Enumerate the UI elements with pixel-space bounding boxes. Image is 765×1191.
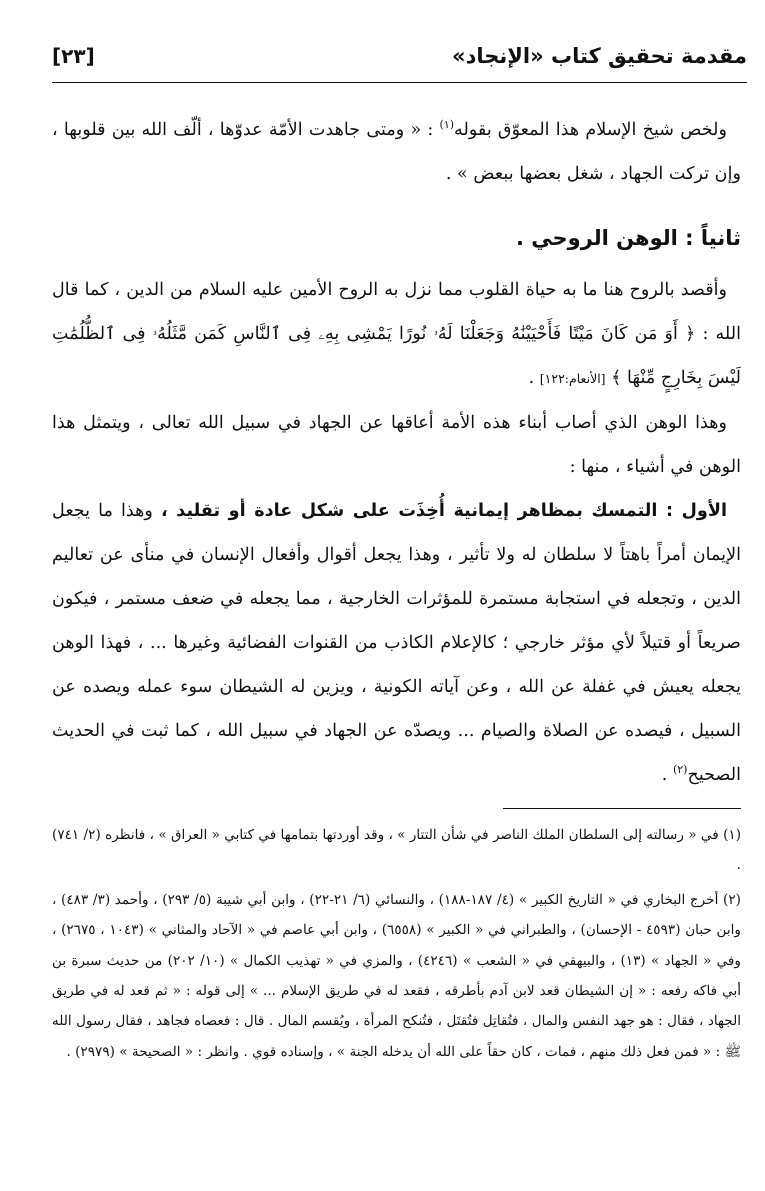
paragraph-definition-end: .: [528, 368, 535, 388]
page-header: [52, 36, 747, 76]
footnote-1: (١) في « رسالته إلى السلطان الملك الناصر في شأن التتار » ، وقد أوردتها بتمامها في كتابي « العراق » ، فانظره (٢/ ٧٤١) .: [52, 827, 741, 874]
footnote-2: (٢) أخرج البخاري في « التاريخ الكبير » (٤/ ١٨٧-١٨٨) ، والنسائي (٦/ ٢١-٢٢) ، وابن أبي شيبة (٥/ ٢٩٣) ، وأحمد (٣/ ٤٨٣) ، وابن حبان (٤٥٩٣ - الإحسان) ، والطبراني في « الكبير » (٦٥٥٨) ، وابن أبي عاصم في « الآحاد والمثاني » (١٠٤٣ ، ٢٦٧٥) ، وفي « الجهاد » (١٣) ، والبيهقي في « الشعب » (٤٢٤٦) ، والمزي في « تهذيب الكمال » (١٠/ ٢٠٢) من حديث سبرة بن أبي فاكه رفعه : « إن الشيطان قعد لابن آدم بأطرقه ، فقعد له في طريق الإسلام ... » إلى قوله : « ثم قعد له في طريق الجهاد ، فقال : هو جهد النفس والمال ، فتُقاتِل فتُقتَل ، فتُنكح المرأة ، ويُقسم المال . قال : فعصاه فجاهد ، فقال رسول الله ﷺ : « فمن فعل ذلك منهم ، فمات ، كان حقاً على الله أن يدخله الجنة » ، وإسناده قوي . وانظر : « الصحيحة » (٢٩٧٩) .: [52, 891, 741, 1060]
quran-verse: ﴿ أَوَ مَن كَانَ مَيْتًا فَأَحْيَيْنَٰهُ وَجَعَلْنَا لَهُۥ نُورًا يَمْشِى بِهِۦ فِى ٱلنَّاسِ كَمَن مَّثَلُهُۥ فِى ٱلظُّلُمَٰتِ لَيْسَ بِخَارِجٍ مِّنْهَا ﴾: [52, 324, 741, 388]
paragraph-summary-text: ولخص شيخ الإسلام هذا المعوّق بقوله: [454, 120, 727, 140]
page-number: [٢٣]: [52, 44, 95, 68]
footnote-ref-1[interactable]: (١): [439, 118, 455, 132]
footnote-ref-2[interactable]: (٢): [672, 763, 688, 777]
main-text: [52, 108, 741, 797]
footnote-divider: [503, 808, 741, 809]
paragraph-summary: [52, 108, 741, 196]
header-divider: [52, 82, 747, 83]
paragraph-weakness: وهذا الوهن الذي أصاب أبناء هذه الأمة أعاقها عن الجهاد في سبيل الله تعالى ، ويتمثل هذا الوهن في أشياء ، منها :: [52, 413, 741, 477]
first-point-lead: الأول : التمسك بمظاهر إيمانية أُخِذَت على شكل عادة أو تقليد ،: [160, 501, 727, 521]
running-title: مقدمة تحقيق كتاب «الإنجاد»: [452, 44, 747, 68]
ayah-reference: [الأنعام:١٢٢]: [539, 371, 606, 386]
paragraph-definition: [52, 268, 741, 401]
section-heading: ثانياً : الوهن الروحي .: [515, 226, 741, 250]
first-point-end: .: [661, 765, 668, 785]
footnotes: [52, 820, 741, 1067]
paragraph-definition-text: وأقصد بالروح هنا ما به حياة القلوب مما نزل به الروح الأمين عليه السلام من الدين ، كما قال الله :: [52, 280, 741, 344]
first-point-text: وهذا ما يجعل الإيمان أمراً باهتاً لا سلطان له ولا تأثير ، وهذا يجعل أقوال وأفعال الإنسان في منأى عن تعاليم الدين ، وتجعله في استجابة مستمرة للمؤثرات الخارجية ، مما يجعله في ضعف مستمر ، فيكون صريعاً أو قتيلاً لأي مؤثر خارجي ؛ كالإعلام الكاذب من القنوات الفضائية وغيرها ... ، فهذا الوهن يجعله يعيش في غفلة عن الله ، وعن آياته الكونية ، ويزين له الشيطان سوء عمله ويصده عن السبيل ، فيصده عن الصلاة والصيام ... ويصدّه عن الجهاد في سبيل الله ، كما ثبت في الحديث الصحيح: [52, 501, 741, 785]
paragraph-first-point: [52, 489, 741, 797]
paragraph-summary-quote: : « ومتى جاهدت الأمّة عدوّها ، ألّف الله بين قلوبها ، وإن تركت الجهاد ، شغل بعضها ببعض » .: [52, 120, 741, 184]
